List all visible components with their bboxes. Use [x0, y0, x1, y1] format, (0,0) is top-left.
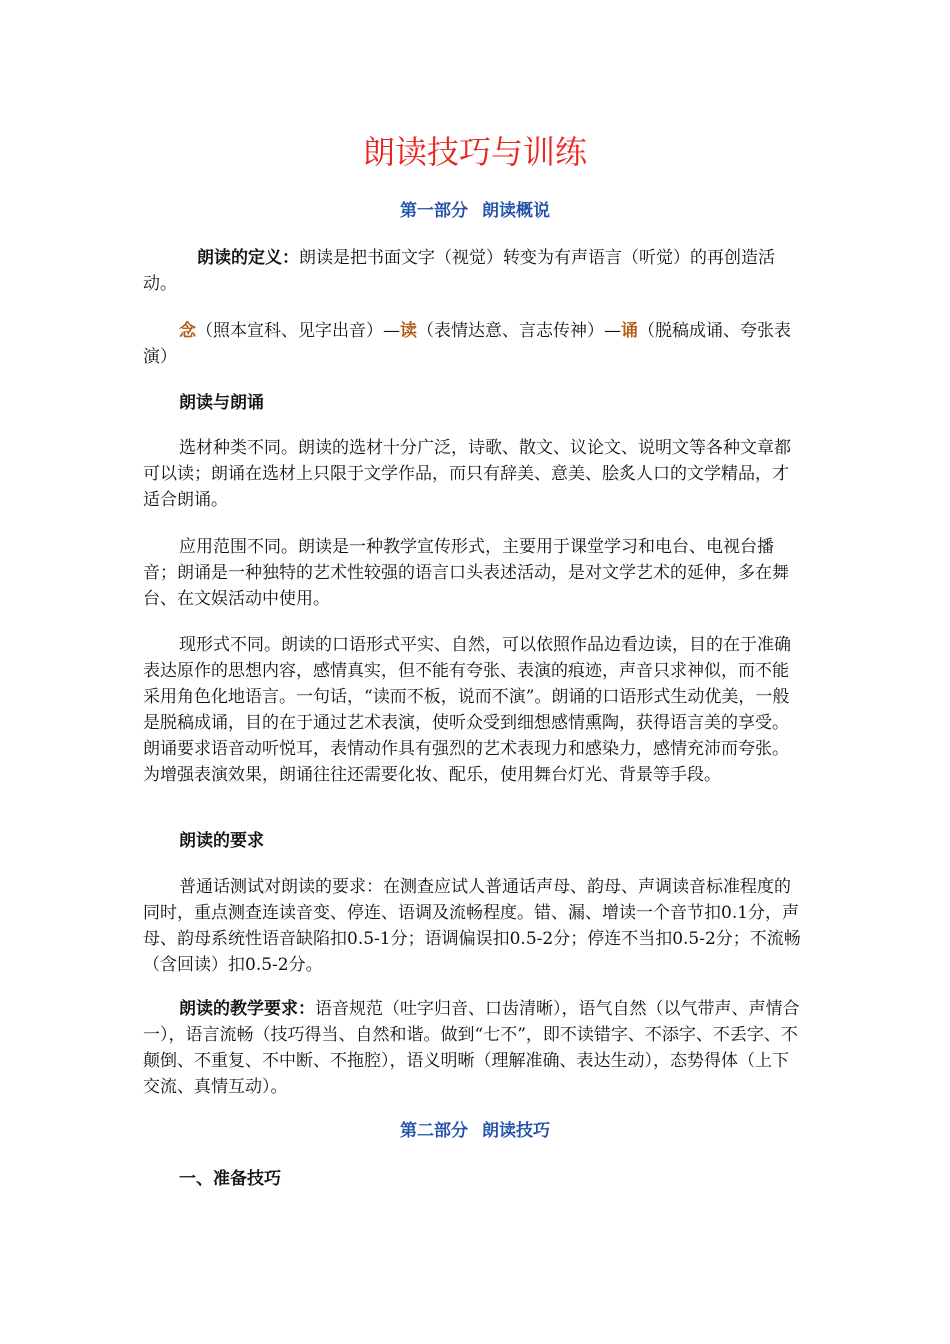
part2-name: 朗读技巧 [482, 1121, 550, 1141]
subheading-reading-vs-recitation: 朗读与朗诵 [179, 393, 264, 413]
teaching-text: 语音规范（吐字归音、口齿清晰），语气自然（以气带声、声情合一），语言流畅（技巧得当、自然和谐。做到“七不”，即不读错字、不添字、不丢字、不颠倒、不重复、不中断、不拖腔），语义明晰（理解准确、表达生动），态势得体（上下交流、真情互动）。 [143, 999, 800, 1097]
paragraph-teaching-requirements [143, 996, 801, 1100]
part1-label: 第一部分 [400, 201, 468, 221]
paragraph-scope: 应用范围不同。朗读是一种教学宣传形式，主要用于课堂学习和电台、电视台播音；朗诵是一种独特的艺术性较强的语言口头表述活动，是对文学艺术的延伸，多在舞台、在文娱活动中使用。 [143, 537, 789, 609]
stage-text-3: （脱稿成诵、夸张表演） [143, 321, 791, 367]
part2-label: 第二部分 [400, 1121, 468, 1141]
paragraph-material: 选材种类不同。朗读的选材十分广泛，诗歌、散文、议论文、说明文等各种文章都可以读；朗诵在选材上只限于文学作品，而只有辞美、意美、脍炙人口的文学精品，才适合朗诵。 [143, 438, 791, 510]
paragraph-form: 现形式不同。朗读的口语形式平实、自然，可以依照作品边看边读，目的在于准确表达原作的思想内容，感情真实，但不能有夸张、表演的痕迹，声音只求神似，而不能采用角色化地语言。一句话，“读而不板，说而不演”。朗诵的口语形式生动优美，一般是脱稿成诵，目的在于通过艺术表演，使听众受到细想感情熏陶，获得语言美的享受。朗诵要求语音动听悦耳，表情动作具有强烈的艺术表现力和感染力，感情充沛而夸张。为增强表演效果，朗诵往往还需要化妆、配乐，使用舞台灯光、背景等手段。 [143, 635, 791, 785]
stage-word-1: 念 [179, 321, 196, 341]
definition-text: 朗读是把书面文字（视觉）转变为有声语言（听觉）的再创造活动。 [143, 248, 775, 294]
teaching-label: 朗读的教学要求： [179, 999, 315, 1019]
subheading-preparation: 一、准备技巧 [179, 1169, 281, 1189]
stage-text-2: （表情达意、言志传神）— [417, 321, 621, 341]
stage-word-2: 读 [400, 321, 417, 341]
stage-word-3: 诵 [621, 321, 638, 341]
definition-paragraph [143, 245, 801, 297]
document-title: 朗读技巧与训练 [362, 133, 587, 171]
section-heading-part2 [0, 1118, 950, 1144]
stages-paragraph [143, 318, 801, 370]
definition-label: 朗读的定义： [197, 248, 299, 268]
part1-name: 朗读概说 [482, 201, 550, 221]
paragraph-test-requirements: 普通话测试对朗读的要求：在测查应试人普通话声母、韵母、声调读音标准程度的同时，重点测查连读音变、停连、语调及流畅程度。错、漏、增读一个音节扣0.1分，声母、韵母系统性语音缺陷扣0.5-1分；语调偏误扣0.5-2分；停连不当扣0.5-2分；不流畅（含回读）扣0.5-2分。 [143, 877, 801, 975]
subheading-requirements: 朗读的要求 [179, 831, 264, 851]
stage-text-1: （照本宣科、见字出音）— [196, 321, 400, 341]
section-heading-part1 [0, 198, 950, 224]
